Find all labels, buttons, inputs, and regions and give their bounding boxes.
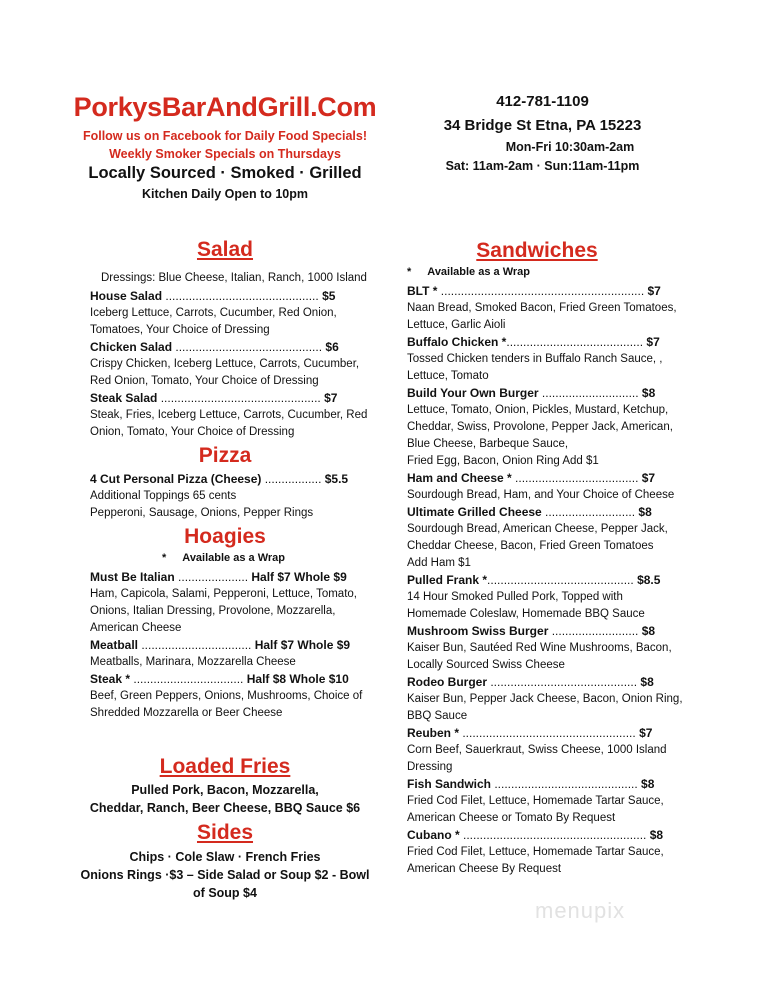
menu-item bbox=[407, 385, 707, 470]
item-name: House Salad bbox=[90, 289, 163, 303]
item-desc: Locally Sourced Swiss Cheese bbox=[407, 659, 565, 671]
item-desc: Onions, Italian Dressing, Provolone, Mozzarella, bbox=[90, 605, 336, 617]
menu-item bbox=[407, 334, 707, 385]
item-price: $7 bbox=[647, 284, 661, 298]
sides-desc bbox=[70, 848, 380, 902]
hoagies-heading: Hoagies bbox=[184, 525, 266, 548]
menu-item bbox=[90, 637, 390, 671]
menu-item bbox=[407, 470, 707, 504]
item-desc: Kaiser Bun, Pepper Jack Cheese, Bacon, Onion Ring, bbox=[407, 693, 683, 705]
item-price: $8 bbox=[638, 505, 652, 519]
sides-line: of Soup $4 bbox=[193, 886, 257, 900]
item-desc: Homemade Coleslaw, Homemade BBQ Sauce bbox=[407, 608, 645, 620]
item-name: Chicken Salad bbox=[90, 340, 173, 354]
website-title: PorkysBarAndGrill.Com bbox=[73, 92, 377, 122]
sandwiches-list bbox=[407, 283, 707, 878]
asterisk: * bbox=[162, 552, 167, 564]
pizza-heading: Pizza bbox=[198, 444, 252, 467]
loaded-fries-heading: Loaded Fries bbox=[159, 755, 291, 778]
item-name: Ultimate Grilled Cheese bbox=[407, 505, 542, 519]
loaded-fries-line: Cheddar, Ranch, Beer Cheese, BBQ Sauce $6 bbox=[89, 801, 361, 815]
item-dots: .................................................... bbox=[459, 726, 640, 740]
item-desc: Kaiser Bun, Sautéed Red Wine Mushrooms, Bacon, bbox=[407, 642, 672, 654]
item-desc: BBQ Sauce bbox=[407, 710, 468, 722]
menu-item bbox=[407, 725, 707, 776]
menu-item bbox=[407, 572, 707, 623]
item-desc: Red Onion, Tomato, Your Choice of Dressing bbox=[90, 375, 319, 387]
smoker-note: Weekly Smoker Specials on Thursdays bbox=[109, 147, 341, 161]
item-desc: Lettuce, Tomato bbox=[407, 370, 489, 382]
item-price: Half $7 Whole $9 bbox=[251, 570, 347, 584]
item-desc: Crispy Chicken, Iceberg Lettuce, Carrots, Cucumber, bbox=[90, 358, 360, 370]
item-dots: ................................................ bbox=[157, 391, 325, 405]
item-desc: Cheddar, Swiss, Provolone, Pepper Jack, American, bbox=[407, 421, 673, 433]
item-desc: Corn Beef, Sauerkraut, Swiss Cheese, 1000 Island bbox=[407, 744, 667, 756]
item-price: $8 bbox=[641, 624, 656, 638]
menu-item bbox=[90, 288, 380, 339]
item-desc: Pepperoni, Sausage, Onions, Pepper Rings bbox=[90, 507, 314, 519]
item-name: Ham and Cheese * bbox=[407, 471, 512, 485]
item-price: $8.5 bbox=[637, 573, 661, 587]
item-price: $5.5 bbox=[324, 472, 349, 486]
item-dots: ..................................... bbox=[511, 471, 642, 485]
item-desc: Iceberg Lettuce, Carrots, Cucumber, Red Onion, bbox=[90, 307, 337, 319]
item-name: Meatball bbox=[90, 638, 139, 652]
item-desc: Meatballs, Marinara, Mozzarella Cheese bbox=[90, 656, 296, 668]
hoagies-wrap-note bbox=[162, 552, 285, 564]
item-desc: American Cheese bbox=[90, 622, 182, 634]
item-price: $8 bbox=[641, 386, 656, 400]
item-dots: ......................................... bbox=[506, 335, 647, 349]
item-name: Steak Salad bbox=[90, 391, 158, 405]
item-desc: Tossed Chicken tenders in Buffalo Ranch Sauce, , bbox=[407, 353, 663, 365]
item-desc: Steak, Fries, Iceberg Lettuce, Carrots, Cucumber, Red bbox=[90, 409, 368, 421]
item-price: Half $8 Whole $10 bbox=[246, 672, 349, 686]
item-price: $6 bbox=[325, 340, 339, 354]
wrap-note-text: Available as a Wrap bbox=[182, 552, 285, 564]
item-desc: Blue Cheese, Barbeque Sauce, bbox=[407, 438, 569, 450]
menu-item bbox=[407, 283, 707, 334]
item-desc: Beef, Green Peppers, Onions, Mushrooms, Choice of bbox=[90, 690, 363, 702]
item-desc: Lettuce, Garlic Aioli bbox=[407, 319, 506, 331]
item-desc: Sourdough Bread, Ham, and Your Choice of Cheese bbox=[407, 489, 675, 501]
item-name: Pulled Frank * bbox=[407, 573, 488, 587]
facebook-note: Follow us on Facebook for Daily Food Specials! bbox=[82, 129, 368, 143]
menu-item bbox=[407, 776, 707, 827]
item-desc: Ham, Capicola, Salami, Pepperoni, Lettuce, Tomato, bbox=[90, 588, 357, 600]
item-name: 4 Cut Personal Pizza (Cheese) bbox=[90, 472, 262, 486]
item-price: Half $7 Whole $9 bbox=[254, 638, 351, 652]
item-desc: Lettuce, Tomato, Onion, Pickles, Mustard, Ketchup, bbox=[407, 404, 669, 416]
item-name: Must Be Italian bbox=[90, 570, 175, 584]
item-desc: Fried Egg, Bacon, Onion Ring Add $1 bbox=[407, 455, 599, 467]
item-desc: Fried Cod Filet, Lettuce, Homemade Tartar Sauce, bbox=[407, 795, 664, 807]
menu-item bbox=[90, 339, 380, 390]
salad-heading: Salad bbox=[196, 238, 254, 261]
item-desc: 14 Hour Smoked Pulled Pork, Topped with bbox=[407, 591, 623, 603]
item-desc: Onion, Tomato, Your Choice of Dressing bbox=[90, 426, 295, 438]
item-dots: .......................... bbox=[548, 624, 642, 638]
item-desc: Sourdough Bread, American Cheese, Pepper Jack, bbox=[407, 523, 668, 535]
item-name: Rodeo Burger bbox=[407, 675, 488, 689]
item-dots: ............................. bbox=[538, 386, 642, 400]
item-name: Cubano * bbox=[407, 828, 460, 842]
sandwiches-heading: Sandwiches bbox=[476, 239, 598, 262]
item-name: BLT * bbox=[407, 284, 438, 298]
sandwiches-wrap-note bbox=[407, 266, 530, 278]
phone-number: 412-781-1109 bbox=[496, 93, 589, 110]
sides-line: Onions Rings ·$3 – Side Salad or Soup $2 - Bowl bbox=[80, 868, 370, 882]
wrap-note-text: Available as a Wrap bbox=[427, 266, 530, 278]
loaded-fries-desc bbox=[70, 781, 380, 817]
item-dots: ................................. bbox=[130, 672, 247, 686]
sides-heading: Sides bbox=[196, 821, 254, 844]
item-dots: ................. bbox=[261, 472, 325, 486]
asterisk: * bbox=[407, 266, 412, 278]
menu-item bbox=[90, 390, 380, 441]
item-desc: American Cheese or Tomato By Request bbox=[407, 812, 616, 824]
item-price: $8 bbox=[649, 828, 664, 842]
item-price: $7 bbox=[639, 726, 653, 740]
hoagies-list bbox=[90, 569, 390, 722]
item-desc: Add Ham $1 bbox=[407, 557, 471, 569]
salad-dressings: Dressings: Blue Cheese, Italian, Ranch, 1000 Island bbox=[101, 272, 367, 284]
item-dots: ............................................ bbox=[172, 340, 326, 354]
item-desc: American Cheese By Request bbox=[407, 863, 562, 875]
menu-item bbox=[90, 569, 390, 637]
item-name: Mushroom Swiss Burger bbox=[407, 624, 549, 638]
item-desc: Additional Toppings 65 cents bbox=[90, 490, 237, 502]
hours-weekday: Mon-Fri 10:30am-2am bbox=[505, 140, 635, 154]
item-desc: Cheddar Cheese, Bacon, Fried Green Tomatoes bbox=[407, 540, 654, 552]
salad-list bbox=[90, 288, 380, 441]
pizza-list bbox=[90, 471, 380, 522]
item-price: $7 bbox=[646, 335, 660, 349]
item-dots: ............................................................. bbox=[437, 284, 648, 298]
item-dots: ........................... bbox=[541, 505, 639, 519]
item-desc: Dressing bbox=[407, 761, 453, 773]
menu-item bbox=[407, 623, 707, 674]
item-desc: Fried Cod Filet, Lettuce, Homemade Tartar Sauce, bbox=[407, 846, 664, 858]
menu-item bbox=[90, 671, 390, 722]
item-dots: ................................. bbox=[138, 638, 255, 652]
item-desc: Naan Bread, Smoked Bacon, Fried Green Tomatoes, bbox=[407, 302, 677, 314]
item-desc: Shredded Mozzarella or Beer Cheese bbox=[90, 707, 283, 719]
item-name: Buffalo Chicken * bbox=[407, 335, 507, 349]
item-name: Reuben * bbox=[407, 726, 460, 740]
watermark: menupix bbox=[535, 898, 626, 923]
item-dots: ....................................................... bbox=[459, 828, 650, 842]
item-dots: ..................... bbox=[174, 570, 252, 584]
item-dots: ............................................ bbox=[487, 573, 638, 587]
loaded-fries-line: Pulled Pork, Bacon, Mozzarella, bbox=[131, 783, 319, 797]
item-price: $7 bbox=[324, 391, 338, 405]
item-desc: Tomatoes, Your Choice of Dressing bbox=[90, 324, 270, 336]
item-price: $8 bbox=[640, 675, 654, 689]
item-price: $5 bbox=[322, 289, 336, 303]
menu-item bbox=[407, 827, 707, 878]
item-price: $8 bbox=[641, 777, 655, 791]
item-dots: ........................................... bbox=[491, 777, 642, 791]
tagline: Locally Sourced · Smoked · Grilled bbox=[88, 164, 362, 182]
address: 34 Bridge St Etna, PA 15223 bbox=[443, 117, 642, 134]
menu-item bbox=[407, 674, 707, 725]
item-dots: ............................................ bbox=[487, 675, 641, 689]
hours-weekend: Sat: 11am-2am · Sun:11am-11pm bbox=[445, 159, 640, 173]
item-price: $7 bbox=[641, 471, 656, 485]
kitchen-hours: Kitchen Daily Open to 10pm bbox=[141, 187, 308, 201]
sides-line: Chips · Cole Slaw · French Fries bbox=[129, 850, 321, 864]
item-name: Build Your Own Burger bbox=[407, 386, 539, 400]
menu-item bbox=[407, 504, 707, 572]
item-dots: .............................................. bbox=[162, 289, 323, 303]
item-name: Steak * bbox=[90, 672, 131, 686]
item-name: Fish Sandwich bbox=[407, 777, 492, 791]
